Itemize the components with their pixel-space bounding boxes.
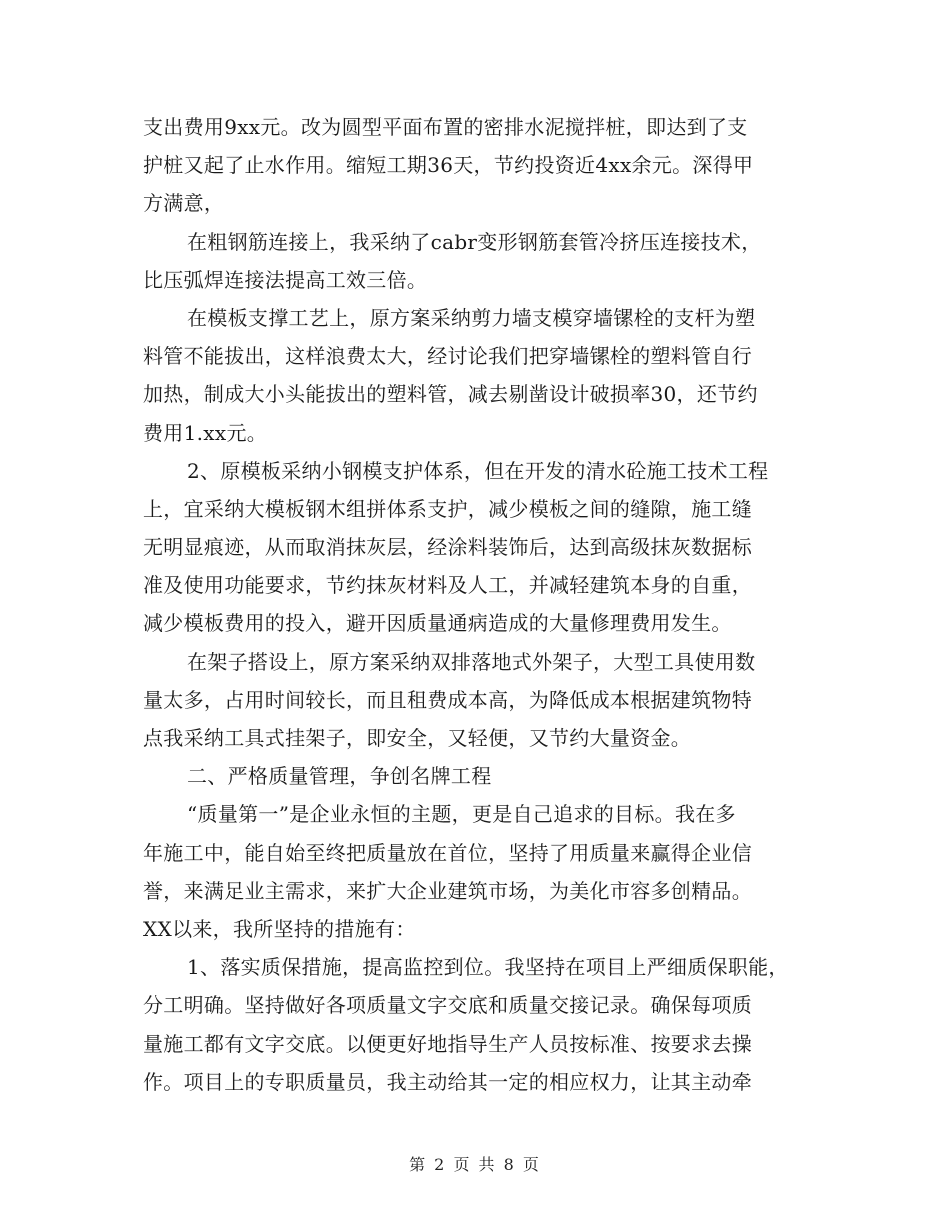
- text-line: 加热，制成大小头能拔出的塑料管，减去剔凿设计破损率30，还节约: [143, 382, 758, 407]
- text-line: 在模板支撑工艺上，原方案采纳剪力墙支模穿墙镙栓的支杆为塑: [187, 305, 756, 330]
- text-line: 减少模板费用的投入，避开因质量通病造成的大量修理费用发生。: [143, 611, 732, 636]
- text-line: XX以来，我所坚持的措施有：: [143, 916, 416, 941]
- text-line: 在粗钢筋连接上，我采纳了cabr变形钢筋套管冷挤压连接技术，: [187, 229, 762, 254]
- text-line: “质量第一”是企业永恒的主题，更是自己追求的目标。我在多: [187, 802, 736, 827]
- text-line: 支出费用9xx元。改为圆型平面布置的密排水泥搅拌桩，即达到了支: [143, 115, 748, 139]
- text-line: 量太多，占用时间较长，而且租费成本高，为降低成本根据建筑物特: [143, 687, 752, 712]
- text-line: 年施工中，能自始至终把质量放在首位，坚持了用质量来赢得企业信: [143, 840, 752, 865]
- text-line: 方满意，: [143, 191, 225, 216]
- text-line: 点我采纳工具式挂架子，即安全，又轻便，又节约大量资金。: [143, 726, 692, 750]
- text-line: 无明显痕迹，从而取消抹灰层，经涂料装饰后，达到高级抹灰数据标: [143, 535, 752, 560]
- text-line: 2、原模板采纳小钢模支护体系，但在开发的清水砼施工技术工程: [187, 458, 769, 483]
- text-line: 作。项目上的专职质量员，我主动给其一定的相应权力，让其主动牵: [143, 1069, 752, 1094]
- text-line: 分工明确。坚持做好各项质量文字交底和质量交接记录。确保每项质: [143, 993, 752, 1018]
- text-line: 上，宜采纳大模板钢木组拼体系支护，减少模板之间的缝隙，施工缝: [143, 496, 752, 521]
- text-line: 誉，来满足业主需求，来扩大企业建筑市场，为美化市容多创精品。: [143, 878, 752, 903]
- text-line: 二、严格质量管理，争创名牌工程: [187, 764, 492, 789]
- text-line: 量施工都有文字交底。以便更好地指导生产人员按标准、按要求去操: [143, 1031, 752, 1056]
- text-line: 料管不能拔出，这样浪费太大，经讨论我们把穿墙镙栓的塑料管自行: [143, 344, 752, 369]
- document-body: [143, 108, 823, 1101]
- text-line: 护桩又起了止水作用。缩短工期36天，节约投资近4xx余元。深得甲: [143, 153, 754, 178]
- page-footer: 第 2 页 共 8 页: [409, 1155, 541, 1174]
- text-line: 比压弧焊连接法提高工效三倍。: [143, 267, 428, 292]
- text-line: 费用1.xx元。: [143, 420, 268, 445]
- text-line: 在架子搭设上，原方案采纳双排落地式外架子，大型工具使用数: [187, 649, 756, 674]
- text-line: 1、落实质保措施，提高监控到位。我坚持在项目上严细质保职能，: [187, 955, 789, 980]
- text-line: 准及使用功能要求，节约抹灰材料及人工，并减轻建筑本身的自重，: [143, 573, 752, 598]
